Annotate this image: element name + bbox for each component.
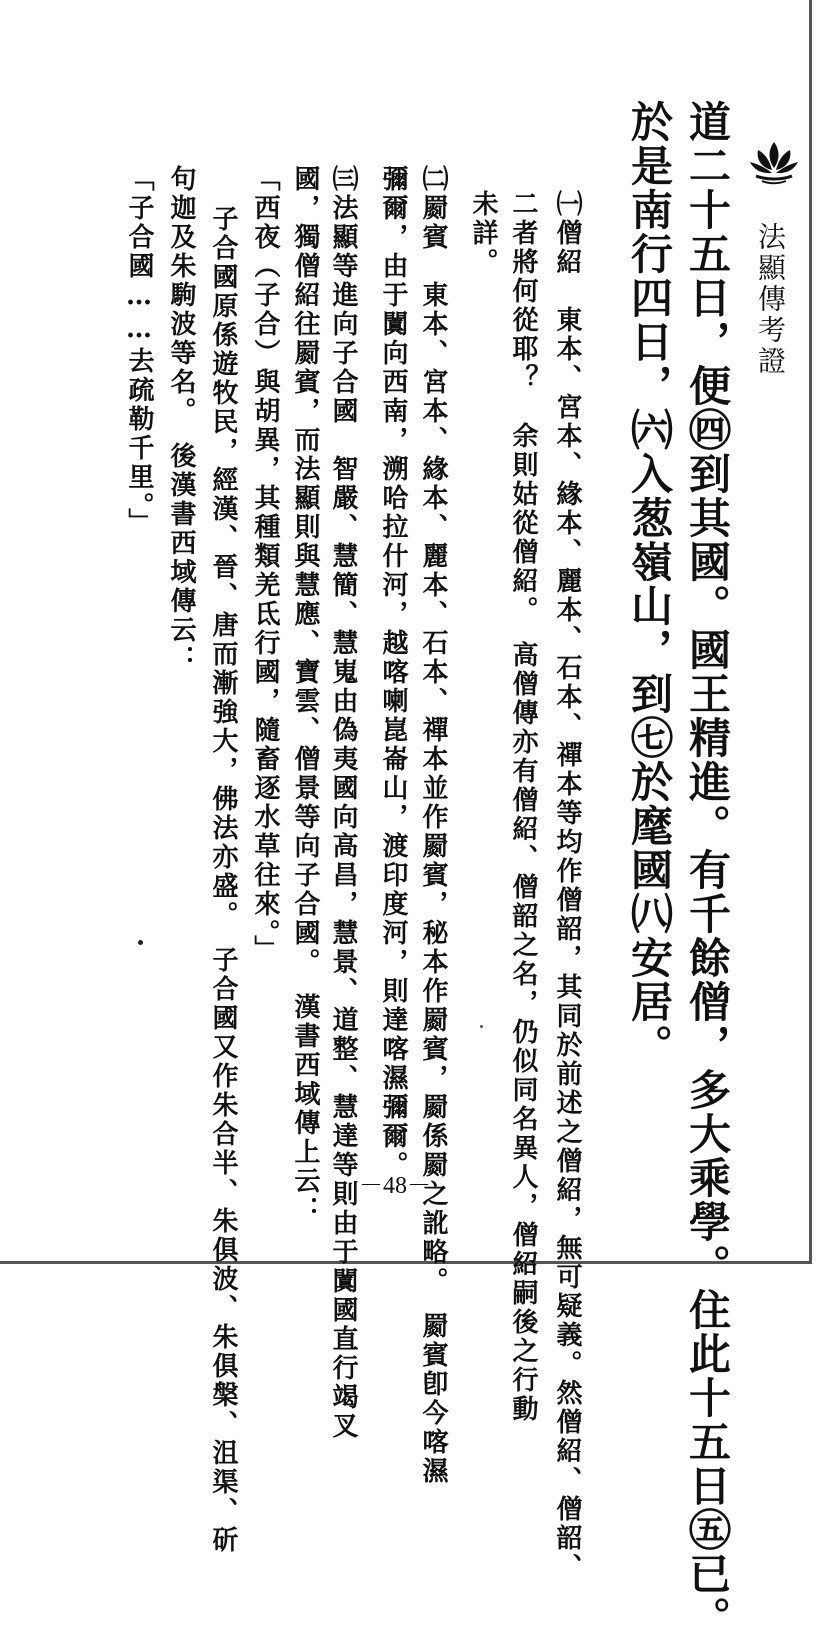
note-line: 子合國原係遊牧民，經漢、晉、唐而漸強大，佛法亦盛。 子合國又作朱合半、朱俱波、朱俱槃、沮渠、斫: [208, 205, 238, 1555]
stray-dot: [480, 1025, 483, 1028]
note-line: 彌爾，由于闐向西南，溯哈拉什河，越喀喇崑崙山，渡印度河，則達喀濕彌爾。: [378, 165, 408, 1180]
page-number: －48－: [359, 1173, 431, 1199]
note-line: ㈡罽賓 東本、宮本、緣本、麗本、石本、禪本並作罽賓，秘本作罽賓，罽係罽之訛略。 罽賓卽今喀濕: [418, 165, 448, 1486]
quote-line: 「西夜（子合）與胡異，其種類羌氐行國，隨畜逐水草往來。」: [250, 165, 280, 964]
stray-dot: [138, 940, 143, 945]
note-line: 句迦及朱駒波等名。 後漢書西域傳云：: [166, 165, 196, 674]
main-text-line: 道二十五日，便㊃到其國。國王精進。有千餘僧，多大乘學。住此十五日㊄已。: [683, 100, 732, 1640]
note-line: ㈢法顯等進向子合國 智嚴、慧簡、慧嵬由偽夷國向高昌，慧景、道整、慧達等則由于闐國直行竭叉: [328, 165, 358, 1441]
note-line: ㈠僧紹 東本、宮本、緣本、麗本、石本、禪本等均作僧韶，其同於前述之僧紹，無可疑義。然僧紹、僧韶、: [552, 190, 582, 1582]
note-line: 二者將何從耶？ 余則姑從僧紹。 高僧傳亦有僧紹、僧韶之名，仍似同名異人，僧紹嗣後之行動: [508, 190, 538, 1424]
main-text-line: 於是南行四日，㈥入葱嶺山，到㊆於麾國㈧安居。: [625, 100, 674, 1068]
note-line: 未詳。: [468, 190, 498, 277]
page-header-title: 法顯傳考證: [754, 222, 787, 377]
quote-line: 「子合國……去疏勒千里。」: [124, 165, 154, 537]
note-line: 國，獨僧紹往罽賓，而法顯則與慧應、寶雲、僧景等向子合國。 漢書西域傳上云：: [290, 165, 320, 1225]
lotus-icon: [748, 136, 800, 186]
